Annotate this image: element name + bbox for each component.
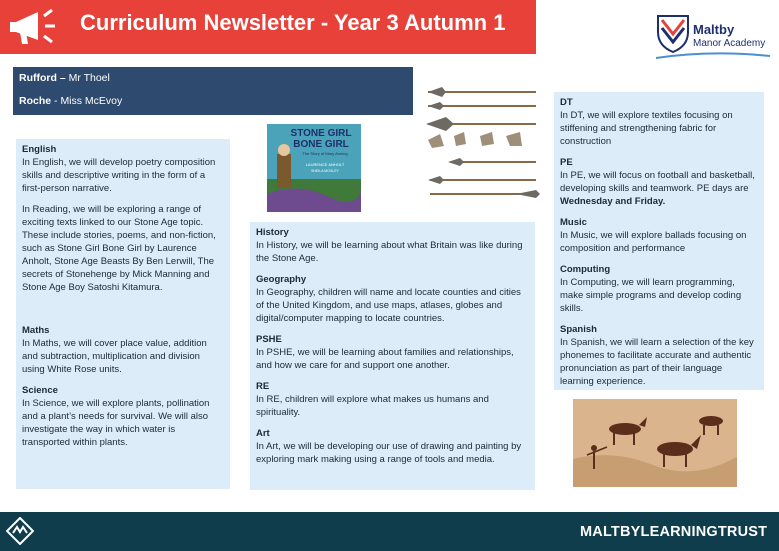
middle-subjects-panel <box>250 222 535 490</box>
dt-text: In DT, we will explore textiles focusing on stiffening and strengthening fabric for construction <box>560 110 733 147</box>
left-subjects-panel <box>16 139 230 489</box>
spanish-heading: Spanish <box>560 324 597 335</box>
reading-text: In Reading, we will be exploring a range of exciting texts linked to our Stone Age topic. These include stories, poems, and non-fiction, such as Stone Girl Bone Girl by Laurence Anholt, Stone Age Beasts By Ben Lerwill, The secrets of Stonehenge by Mick Manning and Stone Age Boy Satoshi Kitamura. <box>22 204 216 293</box>
dt-heading: DT <box>560 97 573 108</box>
english-text: In English, we will develop poetry composition skills and descriptive writing in the form of a first-person narrative. <box>22 157 216 194</box>
re-heading: RE <box>256 381 270 392</box>
music-heading: Music <box>560 217 587 228</box>
spanish-text: In Spanish, we will learn a selection of the key phonemes to facilitate accurate and authentic pronunciation as part of their language learning experience. <box>560 337 754 387</box>
stone-age-tools-image <box>424 84 542 204</box>
separator: – <box>56 72 69 84</box>
teacher-name: Mr Thoel <box>68 72 110 84</box>
history-heading: History <box>256 227 289 238</box>
trust-name: MALTBYLEARNINGTRUST <box>580 524 768 540</box>
book-title-1: STONE GIRL <box>290 128 352 139</box>
science-text: In Science, we will explore plants, pollination and a plant’s needs for survival. We will also investigate the way in which water is transported within plants. <box>22 398 210 448</box>
teacher-name: Miss McEvoy <box>60 95 123 107</box>
art-text: In Art, we will be developing our use of drawing and painting by exploring mark making using a range of tools and media. <box>256 441 522 465</box>
computing-text: In Computing, we will learn programming, make simple programs and develop coding skills. <box>560 277 742 314</box>
maths-heading: Maths <box>22 325 50 336</box>
pe-days: Wednesday and Friday. <box>560 196 666 207</box>
book-subtitle: The Story of Mary Anning <box>302 151 348 156</box>
pe-text: In PE, we will focus on football and basketball, developing skills and teamwork. PE days are <box>560 170 755 194</box>
class-name: Roche <box>19 95 52 107</box>
geography-text: In Geography, children will name and locate counties and cities of the United Kingdom, and use maps, atlases, globes and digital/computer mapping to locate countries. <box>256 287 521 324</box>
computing-heading: Computing <box>560 264 611 275</box>
pshe-heading: PSHE <box>256 334 282 345</box>
school-name: Maltby <box>693 22 735 37</box>
science-heading: Science <box>22 385 58 396</box>
book-illustrator: SHEILA MOXLEY <box>311 169 339 173</box>
book-title-2: BONE GIRL <box>293 139 349 150</box>
cave-painting-image <box>573 399 737 487</box>
trust-logo-icon <box>6 517 34 545</box>
pe-heading: PE <box>560 157 573 168</box>
music-text: In Music, we will explore ballads focusing on composition and performance <box>560 230 747 254</box>
re-text: In RE, children will explore what makes us humans and spirituality. <box>256 394 489 418</box>
pe-text-container <box>560 169 758 208</box>
teacher-line-rufford <box>19 72 110 84</box>
megaphone-icon <box>8 6 70 48</box>
class-name: Rufford <box>19 72 57 84</box>
teacher-line-roche <box>19 95 122 107</box>
right-subjects-panel <box>554 92 764 390</box>
history-text: In History, we will be learning about what Britain was like during the Stone Age. <box>256 240 523 264</box>
school-subtitle: Manor Academy <box>693 38 766 49</box>
geography-heading: Geography <box>256 274 307 285</box>
pshe-text: In PSHE, we will be learning about families and relationships, and how we care for and support one another. <box>256 347 514 371</box>
separator: - <box>51 95 61 107</box>
page-title: Curriculum Newsletter - Year 3 Autumn 1 <box>80 10 506 35</box>
book-author: LAURENCE ANHOLT <box>305 162 345 167</box>
english-heading: English <box>22 144 57 155</box>
book-cover-image <box>267 124 361 212</box>
teachers-box <box>13 67 413 115</box>
art-heading: Art <box>256 428 270 439</box>
maths-text: In Maths, we will cover place value, addition and subtraction, multiplication and division using White Rose units. <box>22 338 207 375</box>
